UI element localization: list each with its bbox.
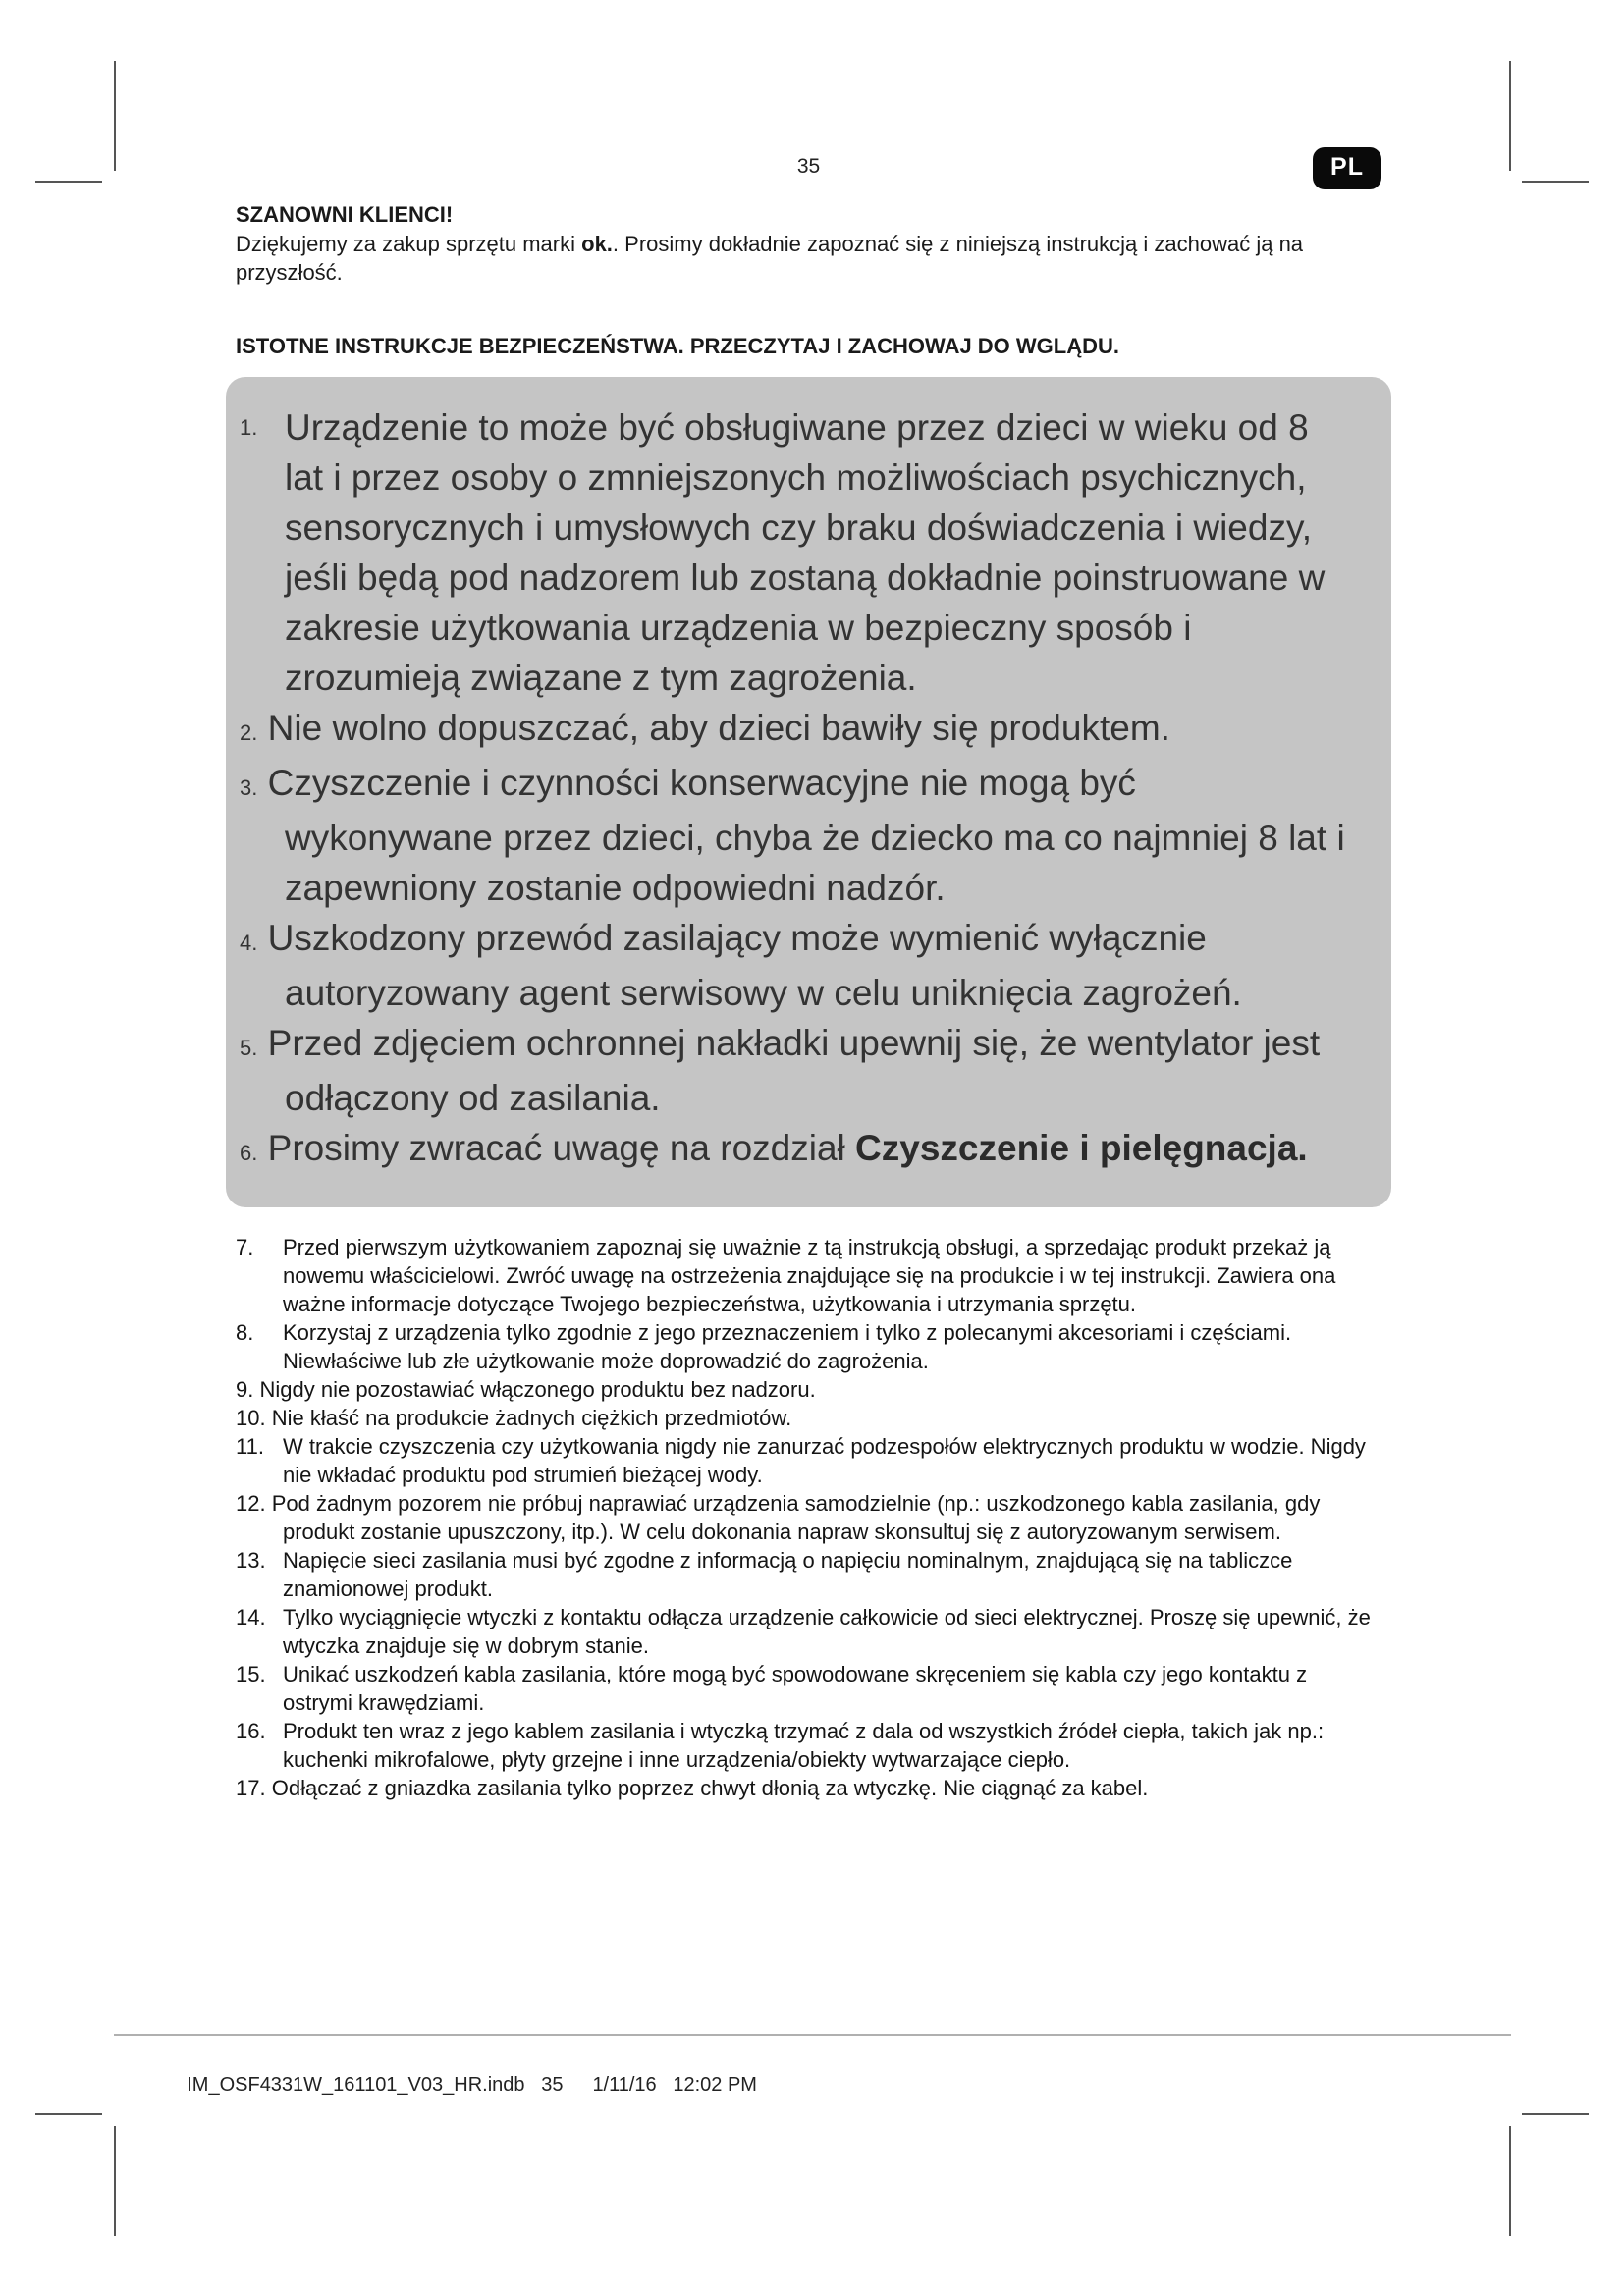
item-number: 7. — [236, 1235, 254, 1260]
item-text: Nigdy nie pozostawiać włączonego produktu bez nadzoru. — [259, 1377, 816, 1403]
page-number: 35 — [796, 155, 821, 178]
greeting-text-pre: Dziękujemy za zakup sprzętu marki — [236, 232, 582, 256]
page-header — [236, 147, 1381, 188]
item-text: Pod żadnym pozorem nie próbuj naprawiać urządzenia samodzielnie (np.: uszkodzonego kabla zasilania, gdy produkt zostanie upuszczony, itp.). W celu dokonania napraw skonsultuj się z autoryzowanym serwisem. — [271, 1491, 1321, 1545]
safety-list — [236, 1233, 1381, 1802]
greeting-body — [236, 231, 1381, 287]
safety-item-12 — [236, 1489, 1381, 1546]
item-text: Czyszczenie i czynności konserwacyjne nie mogą być wykonywane przez dzieci, chyba że dziecko ma co najmniej 8 lat i zapewniony zostanie odpowiedni nadzór. — [267, 763, 1345, 909]
important-item-6 — [240, 1123, 1352, 1178]
important-item-1 — [240, 402, 1352, 703]
item-number: 3. — [240, 775, 258, 801]
item-number: 10. — [236, 1406, 266, 1431]
crop-mark-top-right-horizontal — [1522, 181, 1589, 183]
safety-item-9 — [236, 1375, 1381, 1404]
item-number: 15. — [236, 1662, 266, 1687]
greeting-text-post: . Prosimy dokładnie zapoznać się z niniejszą instrukcją i zachować ją na przyszłość. — [236, 232, 1304, 285]
crop-mark-bottom-right-vertical — [1509, 2126, 1511, 2236]
safety-item-7 — [236, 1233, 1381, 1318]
page-content — [236, 147, 1381, 1802]
item-text: Przed zdjęciem ochronnej nakładki upewnij się, że wentylator jest odłączony od zasilania. — [267, 1023, 1321, 1119]
item-text: W trakcie czyszczenia czy użytkowania nigdy nie zanurzać podzespołów elektrycznych produktu w wodzie. Nigdy nie wkładać produktu pod strumień bieżącej wody. — [283, 1434, 1366, 1488]
crop-mark-bottom-left-vertical — [114, 2126, 116, 2236]
item-number: 9. — [236, 1377, 254, 1403]
safety-item-10 — [236, 1404, 1381, 1432]
safety-item-11 — [236, 1432, 1381, 1489]
item-text: Produkt ten wraz z jego kablem zasilania i wtyczką trzymać z dala od wszystkich źródeł ciepła, takich jak np.: kuchenki mikrofalowe, płyty grzejne i inne urządzenia/obiekty wytwarzające ciepło. — [283, 1719, 1325, 1773]
item-text: Korzystaj z urządzenia tylko zgodnie z jego przeznaczeniem i tylko z polecanymi akcesoriami i częściami. Niewłaściwe lub złe użytkowanie może doprowadzić do zagrożenia. — [283, 1320, 1292, 1374]
crop-mark-top-left-horizontal — [35, 181, 102, 183]
footer-timestamp: 1/11/16 12:02 PM — [592, 2074, 757, 2096]
crop-mark-bottom-right-horizontal — [1522, 2113, 1589, 2115]
safety-item-17 — [236, 1774, 1381, 1802]
greeting-title: SZANOWNI KLIENCI! — [236, 202, 454, 227]
safety-item-14 — [236, 1603, 1381, 1660]
important-item-3 — [240, 758, 1352, 913]
item-number: 16. — [236, 1719, 266, 1744]
item-text: Odłączać z gniazdka zasilania tylko poprzez chwyt dłonią za wtyczkę. Nie ciągnąć za kabel. — [271, 1776, 1149, 1801]
item-text: Nie kłaść na produkcie żadnych ciężkich przedmiotów. — [271, 1406, 792, 1431]
item-number: 5. — [240, 1036, 258, 1061]
crop-mark-top-left-vertical — [114, 61, 116, 171]
safety-heading: ISTOTNE INSTRUKCJE BEZPIECZEŃSTWA. PRZECZYTAJ I ZACHOWAJ DO WGLĄDU. — [236, 334, 1120, 359]
safety-item-15 — [236, 1660, 1381, 1717]
important-safety-box — [226, 377, 1391, 1207]
item-text: Urządzenie to może być obsługiwane przez dzieci w wieku od 8 lat i przez osoby o zmniejszonych możliwościach psychicznych, sensorycznych i umysłowych czy braku doświadczenia i wiedzy, jeśli będą pod nadzorem lub zostaną dokładnie poinstruowane w zakresie użytkowania urządzenia w bezpieczny sposób i zrozumieją związane z tym zagrożenia. — [285, 407, 1326, 699]
item-text: Tylko wyciągnięcie wtyczki z kontaktu odłącza urządzenie całkowicie od sieci elektrycznej. Proszę się upewnić, że wtyczka znajduje się w dobrym stanie. — [283, 1605, 1371, 1659]
chapter-reference: Czyszczenie i pielęgnacja. — [855, 1128, 1308, 1169]
footer — [165, 2052, 757, 2119]
item-number: 17. — [236, 1776, 266, 1801]
crop-mark-bottom-left-horizontal — [35, 2113, 102, 2115]
item-number: 11. — [236, 1434, 264, 1460]
footer-rule — [114, 2034, 1511, 2036]
safety-item-13 — [236, 1546, 1381, 1603]
safety-item-8 — [236, 1318, 1381, 1375]
item-number: 12. — [236, 1491, 266, 1517]
item-text: Prosimy zwracać uwagę na rozdział — [267, 1128, 856, 1169]
brand-name: ok. — [581, 232, 613, 256]
important-item-5 — [240, 1018, 1352, 1123]
item-text: Nie wolno dopuszczać, aby dzieci bawiły się produktem. — [267, 708, 1170, 749]
language-badge: PL — [1313, 147, 1381, 189]
item-text: Unikać uszkodzeń kabla zasilania, które mogą być spowodowane skręceniem się kabla czy jego kontaktu z ostrymi krawędziami. — [283, 1662, 1308, 1716]
important-item-2 — [240, 703, 1352, 758]
item-number: 6. — [240, 1141, 258, 1166]
item-number: 1. — [240, 415, 258, 441]
item-number: 2. — [240, 721, 258, 746]
item-text: Przed pierwszym użytkowaniem zapoznaj się uważnie z tą instrukcją obsługi, a sprzedając produkt przekaż ją nowemu właścicielowi. Zwróć uwagę na ostrzeżenia znajdujące się na produkcie i w tej instrukcji. Zawiera ona ważne informacje dotyczące Twojego bezpieczeństwa, użytkowania i utrzymania sprzętu. — [283, 1235, 1336, 1317]
item-number: 13. — [236, 1548, 266, 1574]
safety-item-16 — [236, 1717, 1381, 1774]
item-text: Uszkodzony przewód zasilający może wymienić wyłącznie autoryzowany agent serwisowy w celu uniknięcia zagrożeń. — [267, 918, 1242, 1014]
item-number: 14. — [236, 1605, 266, 1630]
important-item-4 — [240, 913, 1352, 1018]
crop-mark-top-right-vertical — [1509, 61, 1511, 171]
item-number: 4. — [240, 931, 258, 956]
item-text: Napięcie sieci zasilania musi być zgodne z informacją o napięciu nominalnym, znajdującą się na tabliczce znamionowej produkt. — [283, 1548, 1293, 1602]
footer-filename: IM_OSF4331W_161101_V03_HR.indb 35 — [187, 2074, 564, 2096]
item-number: 8. — [236, 1320, 254, 1346]
